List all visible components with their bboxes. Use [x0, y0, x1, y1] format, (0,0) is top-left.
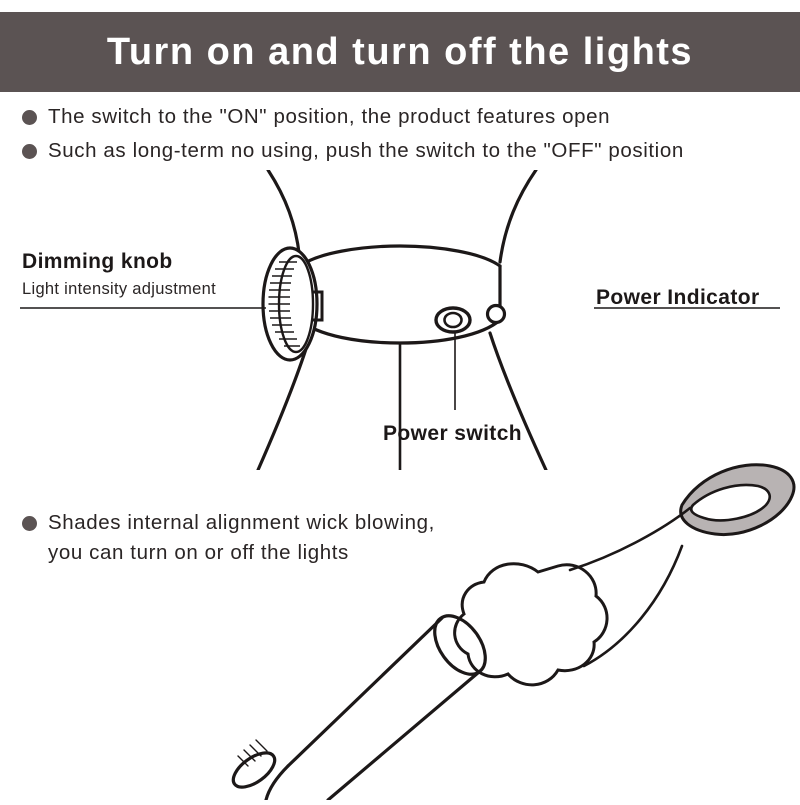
bullet-text: The switch to the "ON" position, the product features open [48, 105, 611, 128]
list-item [22, 104, 792, 130]
header-banner [0, 12, 800, 92]
bullet-text: Such as long-term no using, push the switch to the "OFF" position [48, 138, 684, 162]
label-power-indicator: Power Indicator [596, 286, 760, 309]
list-item [22, 138, 792, 164]
label-dimming-knob: Dimming knob [22, 250, 173, 273]
bullet-dot-icon [22, 516, 37, 531]
page-title: Turn on and turn off the lights [106, 30, 694, 73]
bottom-bullet-line2: you can turn on or off the lights [48, 540, 349, 564]
bullet-dot-icon [22, 110, 37, 125]
blow-to-toggle-illustration [170, 450, 800, 800]
lips-icon [681, 465, 794, 535]
top-bullet-list [22, 104, 792, 171]
bullet-dot-icon [22, 144, 37, 159]
label-dimming-knob-sub: Light intensity adjustment [22, 280, 216, 298]
power-switch-icon [436, 308, 470, 332]
dimming-knob-icon [263, 248, 322, 360]
bottom-bullet-line1: Shades internal alignment wick blowing, [48, 511, 435, 534]
label-power-switch: Power switch [383, 422, 523, 445]
lamp-head-diagram [0, 170, 800, 470]
power-indicator-icon [488, 306, 505, 323]
